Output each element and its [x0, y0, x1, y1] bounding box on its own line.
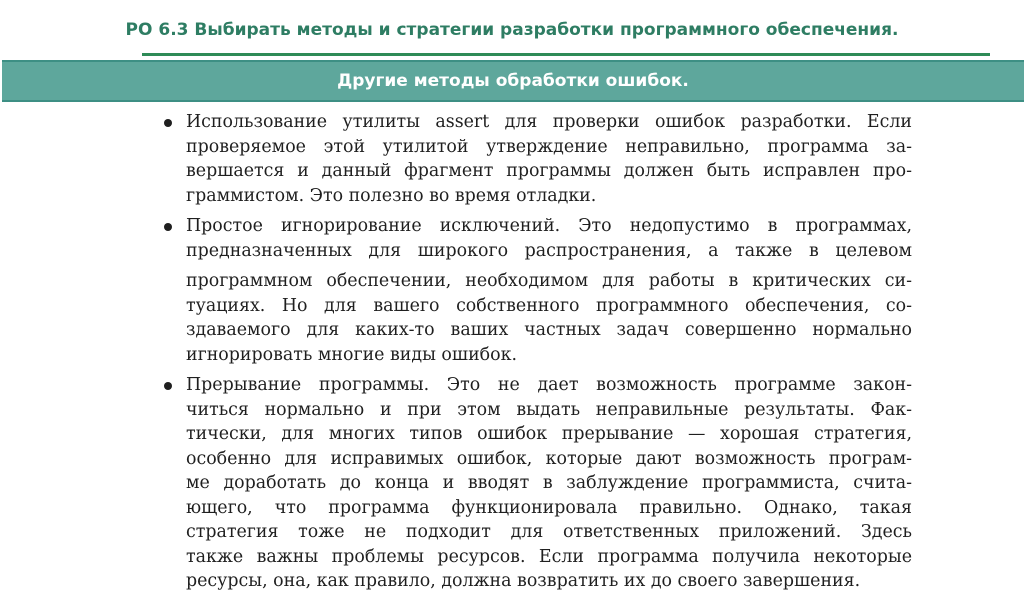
- text-line: проверяемое этой утилитой утверждение неправильно, программа за-: [186, 136, 912, 157]
- bullet-dot-icon: [164, 382, 172, 390]
- text-line: предназначенных для широкого распространения, а также в целевом: [186, 240, 912, 261]
- text-line: игнорировать многие виды ошибок.: [186, 344, 517, 365]
- text-line: ресурсы, она, как правило, должна возвратить их до своего завершения.: [186, 571, 861, 591]
- bullet-dot-icon: [164, 223, 172, 231]
- text-line: туациях. Но для вашего собственного программного обеспечения, со-: [186, 295, 912, 316]
- text-line: тически, для многих типов ошибок прерывание — хорошая стратегия,: [186, 424, 912, 444]
- text-line: ме доработать до конца и вводят в заблуждение программиста, счита-: [186, 473, 912, 493]
- bullet-dot-icon: [164, 119, 172, 127]
- section-banner: [2, 60, 1024, 102]
- section-banner-title: Другие методы обработки ошибок.: [337, 71, 689, 91]
- bullet-item-abort: [160, 373, 912, 594]
- bullet-item-ignore: [160, 214, 912, 367]
- slide-title: РО 6.3 Выбирать методы и стратегии разработки программного обеспечения.: [125, 20, 899, 40]
- bullet-item-assert: [160, 110, 912, 208]
- text-line: программном обеспечении, необходимом для работы в критических си-: [186, 271, 912, 291]
- text-line: читься нормально и при этом выдать неправильные результаты. Фак-: [186, 399, 912, 420]
- text-line: Простое игнорирование исключений. Это недопустимо в программах,: [186, 216, 912, 236]
- text-line: вершается и данный фрагмент программы должен быть исправлен про-: [186, 161, 912, 181]
- text-line: Прерывание программы. Это не дает возможность программе закон-: [186, 375, 912, 395]
- text-line: особенно для исправимых ошибок, которые дают возможность програм-: [186, 448, 912, 469]
- title-underline: [142, 53, 990, 56]
- content-body: [160, 110, 912, 594]
- text-line: Использование утилиты assert для проверки ошибок разработки. Если: [186, 112, 912, 132]
- text-line: граммистом. Это полезно во время отладки.: [186, 185, 597, 206]
- text-line: стратегия тоже не подходит для ответственных приложений. Здесь: [186, 522, 912, 542]
- text-line: ющего, что программа функционировала правильно. Однако, такая: [186, 497, 912, 518]
- text-line: здаваемого для каких-то ваших частных задач совершенно нормально: [186, 320, 912, 340]
- text-line: также важны проблемы ресурсов. Если программа получила некоторые: [186, 546, 912, 567]
